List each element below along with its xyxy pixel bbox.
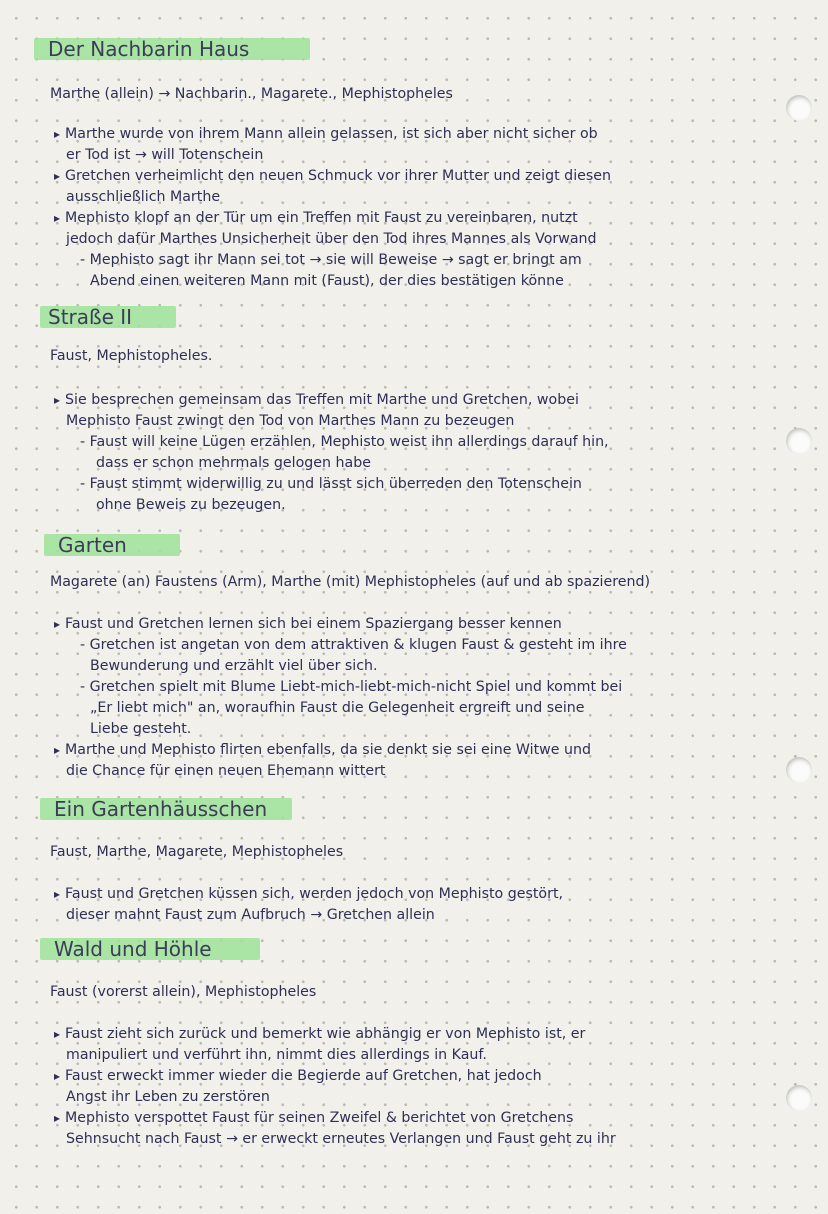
note-line: Sehnsucht nach Faust → er erweckt erneutes Verlangen und Faust geht zu ihr: [66, 1131, 616, 1147]
note-line: ▸ Mephisto klopf an der Tür um ein Treffen mit Faust zu vereinbaren, nutzt: [54, 208, 578, 228]
note-line: ▸ Gretchen verheimlicht den neuen Schmuck vor ihrer Mutter und zeigt diesen: [54, 166, 611, 186]
note-line: Mephisto Faust zwingt den Tod von Marthes Mann zu bezeugen: [66, 413, 515, 429]
section-heading: Garten: [58, 533, 127, 557]
character-list: Faust, Marthe, Magarete, Mephistopheles: [50, 844, 344, 860]
note-line: ohne Beweis zu bezeugen.: [96, 497, 286, 513]
note-line: ▸ Faust erweckt immer wieder die Begierde auf Gretchen, hat jedoch: [54, 1066, 542, 1086]
note-line: ausschließlich Marthe: [66, 189, 221, 205]
character-list: Faust, Mephistopheles.: [50, 348, 213, 364]
punch-hole: [786, 757, 812, 783]
note-line: - Gretchen spielt mit Blume Liebt-mich-liebt-mich-nicht Spiel und kommt bei: [80, 679, 623, 695]
note-line: ▸ Faust und Gretchen küssen sich, werden jedoch von Mephisto gestört,: [54, 884, 563, 904]
note-line: Bewunderung und erzählt viel über sich.: [90, 658, 378, 674]
note-line: Angst ihr Leben zu zerstören: [66, 1089, 270, 1105]
section-heading: Wald und Höhle: [54, 937, 212, 961]
note-line: er Tod ist → will Totenschein: [66, 147, 264, 163]
note-line: ▸ Marthe und Mephisto flirten ebenfalls, da sie denkt sie sei eine Witwe und: [54, 740, 591, 760]
section-heading: Der Nachbarin Haus: [48, 37, 250, 61]
note-line: Liebe gesteht.: [90, 721, 192, 737]
character-list: Magarete (an) Faustens (Arm), Marthe (mit) Mephistopheles (auf und ab spazierend): [50, 574, 651, 590]
note-line: Abend einen weiteren Mann mit (Faust), der dies bestätigen könne: [90, 273, 564, 289]
punch-hole: [786, 428, 812, 454]
note-line: - Gretchen ist angetan von dem attraktiven & klugen Faust & gesteht im ihre: [80, 637, 627, 653]
note-line: ▸ Faust zieht sich zurück und bemerkt wie abhängig er von Mephisto ist, er: [54, 1024, 585, 1044]
note-line: dieser mahnt Faust zum Aufbruch → Gretchen allein: [66, 907, 435, 923]
section-heading: Ein Gartenhäusschen: [54, 797, 268, 821]
note-line: „Er liebt mich" an, woraufhin Faust die Gelegenheit ergreift und seine: [90, 700, 585, 716]
note-line: ▸ Faust und Gretchen lernen sich bei einem Spaziergang besser kennen: [54, 614, 562, 634]
note-line: dass er schon mehrmals gelogen habe: [96, 455, 371, 471]
section-heading: Straße II: [48, 305, 133, 329]
note-line: - Mephisto sagt ihr Mann sei tot → sie will Beweise → sagt er bringt am: [80, 252, 582, 268]
character-list: Faust (vorerst allein), Mephistopheles: [50, 984, 317, 1000]
note-line: ▸ Mephisto verspottet Faust für seinen Zweifel & berichtet von Gretchens: [54, 1108, 573, 1128]
note-line: jedoch dafür Marthes Unsicherheit über den Tod ihres Mannes als Vorwand: [66, 231, 597, 247]
note-line: die Chance für einen neuen Ehemann wittert: [66, 763, 386, 779]
note-line: ▸ Sie besprechen gemeinsam das Treffen mit Marthe und Gretchen, wobei: [54, 390, 579, 410]
note-line: ▸ Marthe wurde von ihrem Mann allein gelassen, ist sich aber nicht sicher ob: [54, 124, 598, 144]
note-line: - Faust stimmt widerwillig zu und lässt sich überreden den Totenschein: [80, 476, 582, 492]
punch-hole: [786, 95, 812, 121]
note-line: - Faust will keine Lügen erzählen, Mephisto weist ihn allerdings darauf hin,: [80, 434, 609, 450]
punch-hole: [786, 1085, 812, 1111]
note-line: manipuliert und verführt ihn, nimmt dies allerdings in Kauf.: [66, 1047, 487, 1063]
character-list: Marthe (allein) → Nachbarin., Magarete., Mephistopheles: [50, 86, 453, 102]
